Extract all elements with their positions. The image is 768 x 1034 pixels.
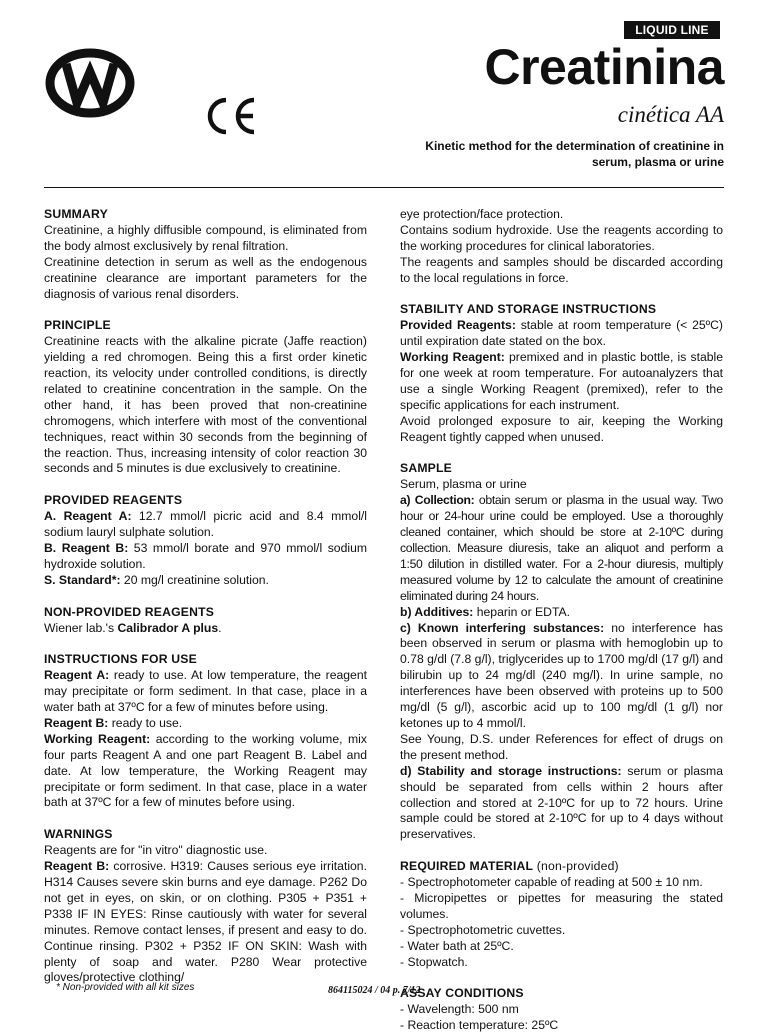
sample-stability: d) Stability and storage instructions: serum or plasma should be separated from cells within 2 hours after collection and stored at 2-10ºC for up to 72 hours. Urine sample could be stored at 2-10ºC for up to 4 days without preservatives. bbox=[400, 763, 723, 842]
document-code: 864115024 / 04 p. 7/12 bbox=[328, 985, 421, 996]
reagent-b: B. Reagent B: 53 mmol/l borate and 970 mmol/l sodium hydroxide solution. bbox=[44, 541, 367, 571]
list-item: - Stopwatch. bbox=[400, 954, 468, 969]
stability-text: Avoid prolonged exposure to air, keeping the Working Reagent tightly capped when unused. bbox=[400, 413, 723, 444]
list-item: - Wavelength: 500 nm bbox=[400, 1002, 519, 1017]
section-heading-assay-conditions: ASSAY CONDITIONS bbox=[400, 986, 524, 1001]
product-line-badge: LIQUID LINE bbox=[624, 21, 720, 39]
section-heading-sample: SAMPLE bbox=[400, 461, 452, 476]
list-item: - Micropipettes or pipettes for measuring the stated volumes. bbox=[400, 890, 723, 921]
sample-reference-note: See Young, D.S. under References for effect of drugs on the present method. bbox=[400, 731, 723, 762]
section-heading-provided-reagents: PROVIDED REAGENTS bbox=[44, 493, 183, 508]
left-column bbox=[44, 207, 367, 986]
list-item: - Spectrophotometer capable of reading at 500 ± 10 nm. bbox=[400, 875, 703, 890]
ce-mark-icon bbox=[204, 94, 258, 138]
warnings-text: Reagents are for "in vitro" diagnostic use. bbox=[44, 843, 268, 858]
section-heading-warnings: WARNINGS bbox=[44, 827, 113, 842]
summary-text: Creatinine, a highly diffusible compound, is eliminated from the body almost exclusively by renal filtration. bbox=[44, 222, 367, 253]
instructions-working-reagent: Working Reagent: according to the working volume, mix four parts Reagent A and one part Reagent B. Label and date. At low temperature, the Working Reagent may precipitate or form sediment. In that case, place in a water bath at 37ºC for a few of minutes before using. bbox=[44, 731, 367, 810]
section-heading-stability: STABILITY AND STORAGE INSTRUCTIONS bbox=[400, 302, 657, 317]
section-heading-principle: PRINCIPLE bbox=[44, 318, 111, 333]
list-item: - Reaction temperature: 25ºC bbox=[400, 1018, 559, 1033]
right-column bbox=[400, 207, 723, 1034]
sample-additives: b) Additives: heparin or EDTA. bbox=[400, 604, 570, 619]
reagent-a: A. Reagent A: 12.7 mmol/l picric acid and 8.4 mmol/l sodium lauryl sulphate solution. bbox=[44, 509, 367, 540]
header-divider bbox=[44, 187, 724, 188]
sample-collection: a) Collection: obtain serum or plasma in the usual way. Two hour or 24-hour urine could be employed. Use a thoroughly cleaned container, which should be store at 2-10ºC during collection. Measure diuresis, take an aliquot and perform a 1:50 dilution in distilled water. For a 2-hour diuresis, multiply measured volume by 12 to calculate the amount of creatinine eliminated during 24 hours. bbox=[400, 493, 723, 603]
non-provided-text: Wiener lab.'s Calibrador A plus. bbox=[44, 620, 222, 635]
warnings-text: Contains sodium hydroxide. Use the reagents according to the working procedures for clinical laboratories. bbox=[400, 222, 723, 253]
section-heading-summary: SUMMARY bbox=[44, 207, 108, 221]
standard: S. Standard*: 20 mg/l creatinine solution. bbox=[44, 572, 269, 587]
sample-text: Serum, plasma or urine bbox=[400, 477, 527, 492]
summary-text: Creatinine detection in serum as well as the endogenous creatinine clearance are important parameters for the diagnosis of various renal disorders. bbox=[44, 254, 367, 301]
wiener-logo-icon bbox=[44, 48, 136, 118]
stability-provided: Provided Reagents: stable at room temperature (< 25ºC) until expiration date stated on the box. bbox=[400, 318, 723, 349]
instructions-reagent-b: Reagent B: ready to use. bbox=[44, 715, 183, 730]
section-heading-required-material: REQUIRED MATERIAL (non-provided) bbox=[400, 859, 619, 874]
product-description: Kinetic method for the determination of creatinine in serum, plasma or urine bbox=[425, 139, 724, 169]
sample-interfering: c) Known interfering substances: no interference has been observed in serum or plasma with hemoglobin up to 0.78 g/dl (7.8 g/l), triglycerides up to 1700 mg/dl (17 g/l) and bilirubin up to 24 mg/dl (240 mg/l). In urine sample, no interferences have been observed with proteins up to 500 mg/dl (5 g/l), ascorbic acid up to 100 mg/dl (1 g/l) nor ketones up to 4 mmol/l. bbox=[400, 620, 723, 730]
list-item: - Spectrophotometric cuvettes. bbox=[400, 922, 566, 937]
instructions-reagent-a: Reagent A: ready to use. At low temperature, the reagent may precipitate or form sediment. In that case, place in a water bath at 37ºC for a few of minutes before using. bbox=[44, 668, 367, 715]
footnote: * Non-provided with all kit sizes bbox=[56, 982, 195, 993]
warnings-continued: eye protection/face protection. bbox=[400, 207, 564, 221]
principle-text: Creatinine reacts with the alkaline picrate (Jaffe reaction) yielding a red chromogen. Being this a first order kinetic reaction, its velocity under controlled conditions, is directly related to creatinine concentration in the sample. On the other hand, it has been proved that non-creatinine chromogens, which interfere with most of the conventional techniques, react within 30 seconds from the beginning of the reaction. Thus, increasing intensity of color reaction 30 seconds and 5 minutes is due exclusively to creatinine. bbox=[44, 334, 367, 476]
section-heading-instructions: INSTRUCTIONS FOR USE bbox=[44, 652, 197, 667]
product-title: Creatinina bbox=[484, 39, 724, 95]
warnings-reagent-b: Reagent B: corrosive. H319: Causes serious eye irritation. H314 Causes severe skin burns and eye damage. P262 Do not get in eyes, on skin, or on clothing. P305 + P351 + P338 IF IN EYES: Rinse cautiously with water for several minutes. Remove contact lenses, if present and easy to do. Continue rinsing. P302 + P352 IF ON SKIN: Wash with plenty of soap and water. P280 Wear protective gloves/protective clothing/ bbox=[44, 859, 367, 985]
section-heading-non-provided-reagents: NON-PROVIDED REAGENTS bbox=[44, 604, 215, 619]
product-subtitle: cinética AA bbox=[617, 102, 724, 127]
list-item: - Water bath at 25ºC. bbox=[400, 938, 514, 953]
warnings-text: The reagents and samples should be discarded according to the local regulations in force. bbox=[400, 254, 723, 285]
stability-working: Working Reagent: premixed and in plastic bottle, is stable for one week at room temperature. For autoanalyzers that use a single Working Reagent (premixed), refer to the specific applications for each instrument. bbox=[400, 350, 724, 412]
